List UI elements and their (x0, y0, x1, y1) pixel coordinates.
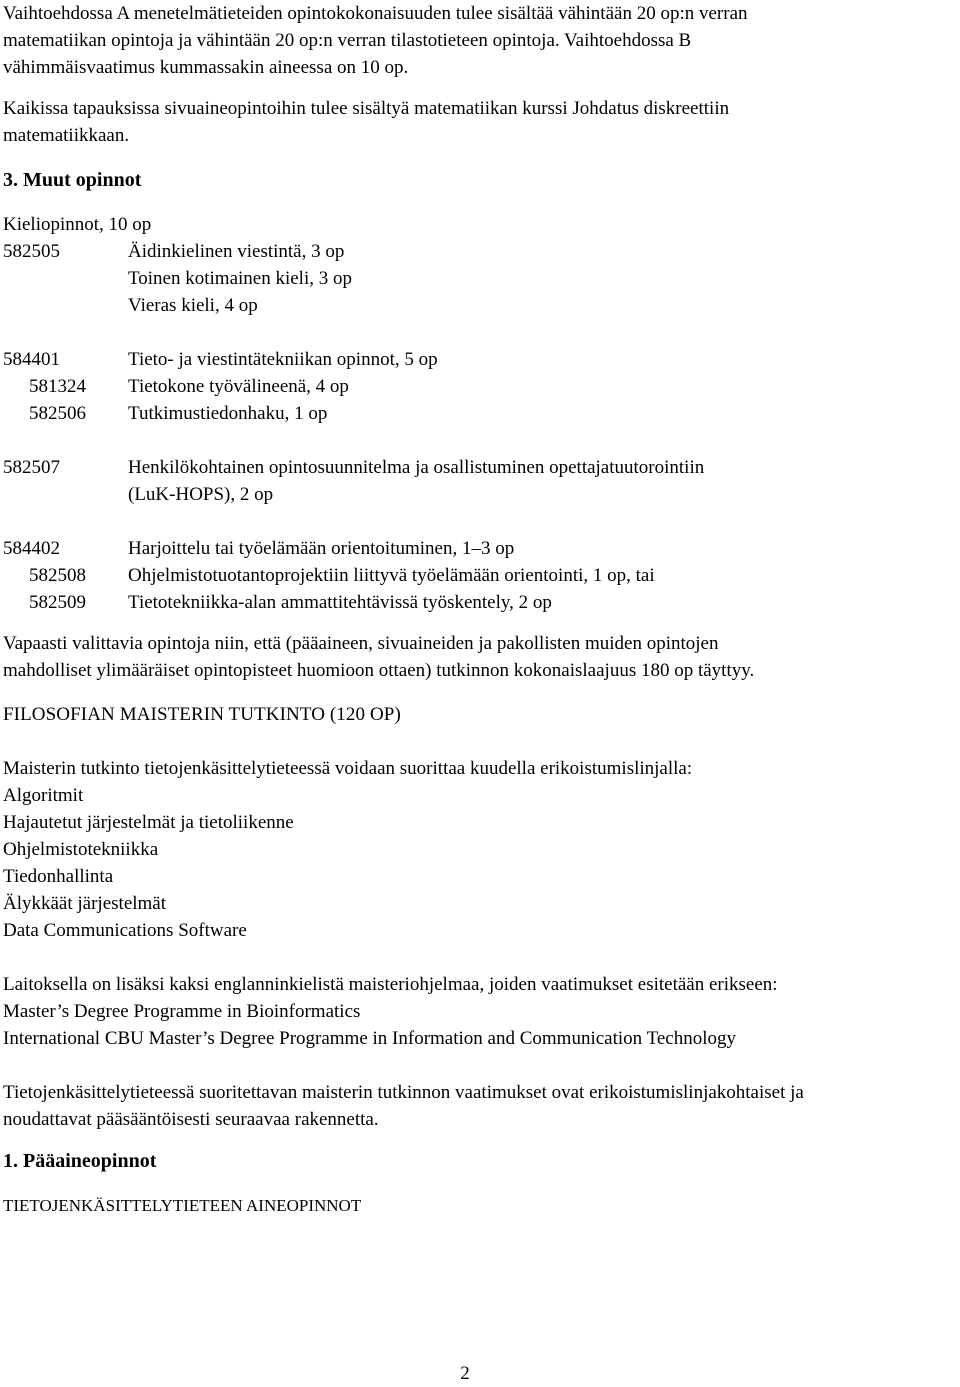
intro-line: Vaihtoehdossa A menetelmätieteiden opintokokonaisuuden tulee sisältää vähintään 20 op:n verran (3, 3, 748, 24)
course-label: Toinen kotimainen kieli, 3 op (128, 268, 352, 289)
section-heading-muut-opinnot: 3. Muut opinnot (3, 169, 142, 191)
course-code: 584401 (3, 349, 60, 370)
paragraph-line: mahdolliset ylimääräiset opintopisteet huomioon ottaen) tutkinnon kokonaislaajuus 180 op täyttyy. (3, 660, 755, 681)
masters-title: FILOSOFIAN MAISTERIN TUTKINTO (120 OP) (3, 704, 401, 725)
course-row (3, 265, 958, 292)
section-heading-paaaineopinnot: 1. Pääaineopinnot (3, 1150, 157, 1172)
course-label: Äidinkielinen viestintä, 3 op (128, 241, 345, 262)
specialization-line: Data Communications Software (3, 920, 247, 941)
kieliopinnot-title: Kieliopinnot, 10 op (3, 214, 152, 235)
specialization-line: Hajautetut järjestelmät ja tietoliikenne (3, 812, 294, 833)
page-number: 2 (460, 1363, 470, 1384)
specialization-line: Älykkäät järjestelmät (3, 893, 167, 914)
course-label: Harjoittelu tai työelämään orientoituminen, 1–3 op (128, 538, 515, 559)
course-row (3, 535, 958, 562)
course-label: Vieras kieli, 4 op (128, 295, 258, 316)
aineopinnot-title: TIETOJENKÄSITTELYTIETEEN AINEOPINNOT (3, 1196, 362, 1215)
course-label: Tieto- ja viestintätekniikan opinnot, 5 op (128, 349, 438, 370)
course-label: Henkilökohtainen opintosuunnitelma ja osallistuminen opettajatuutorointiin (128, 457, 705, 478)
course-code: 584402 (3, 538, 60, 559)
course-label: Tietotekniikka-alan ammattitehtävissä työskentely, 2 op (128, 592, 552, 613)
course-row (3, 238, 958, 265)
intro-line: matematiikan opintoja ja vähintään 20 op:n verran tilastotieteen opintoja. Vaihtoehdossa B (3, 30, 692, 51)
specialization-line: Tiedonhallinta (3, 866, 114, 887)
course-row (3, 454, 958, 481)
intro-line: matematiikkaan. (3, 125, 130, 146)
course-row (3, 589, 958, 616)
course-label: Tutkimustiedonhaku, 1 op (128, 403, 328, 424)
course-code: 582505 (3, 241, 60, 262)
course-row (3, 346, 958, 373)
paragraph-line: Laitoksella on lisäksi kaksi englanninkielistä maisteriohjelmaa, joiden vaatimukset esitetään erikseen: (3, 974, 778, 995)
course-code: 582508 (29, 565, 86, 586)
paragraph-line: Tietojenkäsittelytieteessä suoritettavan maisterin tutkinnon vaatimukset ovat erikoistumislinjakohtaiset ja (3, 1082, 804, 1103)
course-label: Ohjelmistotuotantoprojektiin liittyvä työelämään orientointi, 1 op, tai (128, 565, 655, 586)
specialization-line: Ohjelmistotekniikka (3, 839, 159, 860)
document-page (3, 0, 958, 1219)
course-row (3, 400, 958, 427)
intro-line: Kaikissa tapauksissa sivuaineopintoihin tulee sisältyä matematiikan kurssi Johdatus diskreettiin (3, 98, 730, 119)
course-code: 581324 (29, 376, 86, 397)
course-row (3, 373, 958, 400)
course-row (3, 481, 958, 508)
programme-line: International CBU Master’s Degree Programme in Information and Communication Technology (3, 1028, 736, 1049)
course-row (3, 562, 958, 589)
course-code: 582506 (29, 403, 86, 424)
course-code: 582507 (3, 457, 60, 478)
course-label: (LuK-HOPS), 2 op (128, 484, 274, 505)
course-label: Tietokone työvälineenä, 4 op (128, 376, 349, 397)
course-code: 582509 (29, 592, 86, 613)
programme-line: Master’s Degree Programme in Bioinformatics (3, 1001, 361, 1022)
course-row (3, 292, 958, 319)
paragraph-line: noudattavat pääsääntöisesti seuraavaa rakennetta. (3, 1109, 379, 1130)
intro-line: vähimmäisvaatimus kummassakin aineessa on 10 op. (3, 57, 409, 78)
paragraph-line: Vapaasti valittavia opintoja niin, että (pääaineen, sivuaineiden ja pakollisten muiden opintojen (3, 633, 719, 654)
specialization-line: Algoritmit (3, 785, 84, 806)
paragraph-line: Maisterin tutkinto tietojenkäsittelytieteessä voidaan suorittaa kuudella erikoistumislinjalla: (3, 758, 693, 779)
